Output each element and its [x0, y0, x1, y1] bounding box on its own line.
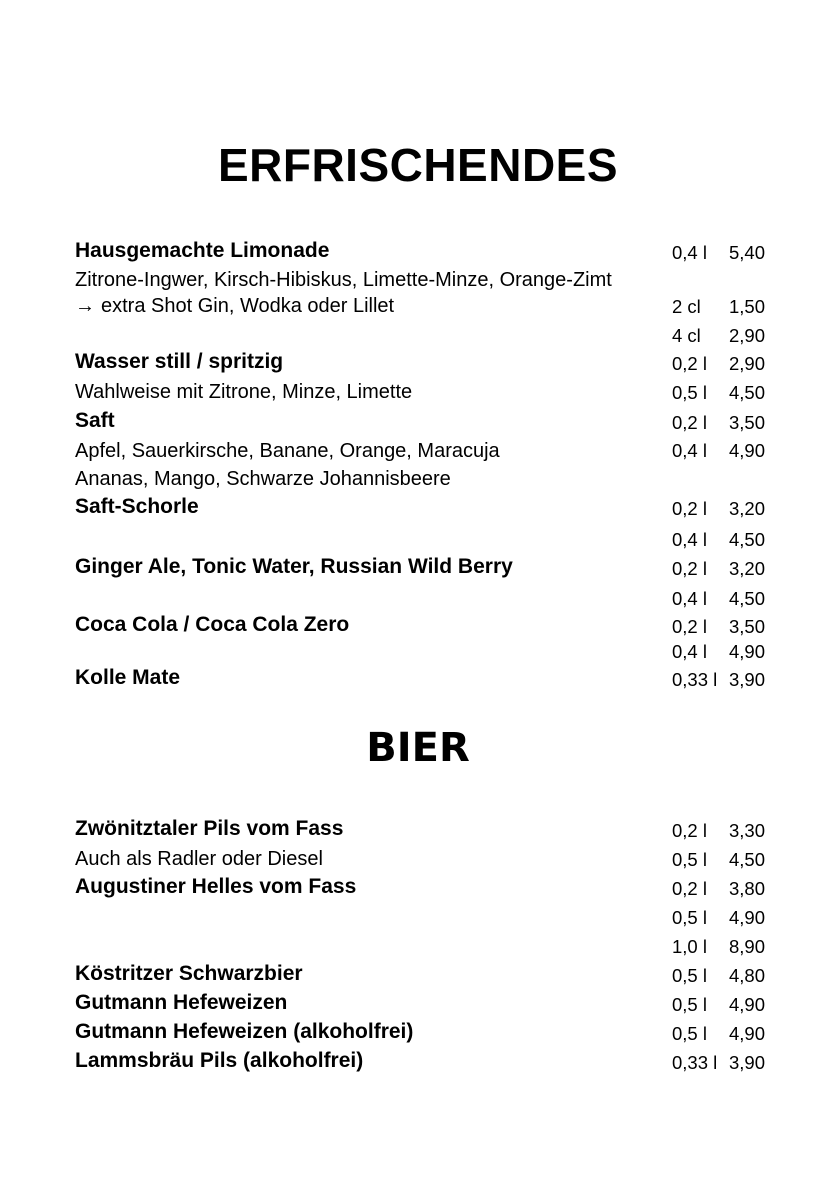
item-limonade-price: 5,40 [729, 242, 766, 263]
item-lammsbraeu-pils: Lammsbräu Pils (alkoholfrei) [75, 1049, 364, 1072]
item-lammsbraeu-pils-volume: 0,33 l [672, 1052, 718, 1073]
item-coca-cola-price: 3,50 [729, 616, 766, 637]
item-zwoenitztaler-pils-price-2: 4,50 [729, 849, 766, 870]
item-gutmann-hefeweizen-alkoholfrei: Gutmann Hefeweizen (alkoholfrei) [75, 1020, 414, 1043]
item-saft-schorle: Saft-Schorle [75, 495, 199, 518]
item-saft-schorle-volume-2: 0,4 l [672, 529, 707, 550]
item-saft: Saft [75, 409, 115, 432]
item-gutmann-hefeweizen-alkoholfrei-volume: 0,5 l [672, 1023, 707, 1044]
item-saft-schorle-volume: 0,2 l [672, 498, 707, 519]
item-wasser: Wasser still / spritzig [75, 350, 284, 373]
item-augustiner-helles-price-2: 4,90 [729, 907, 766, 928]
item-wasser-price-2: 4,50 [729, 382, 766, 403]
item-coca-cola-price-2: 4,90 [729, 641, 766, 662]
item-coca-cola-volume: 0,2 l [672, 616, 707, 637]
item-saft-description-2: Ananas, Mango, Schwarze Johannisbeere [75, 468, 451, 490]
item-saft-schorle-price: 3,20 [729, 498, 766, 519]
item-saft-schorle-price-2: 4,50 [729, 529, 766, 550]
arrow-right-icon: → [75, 295, 95, 317]
item-ginger-ale-volume: 0,2 l [672, 558, 707, 579]
section-title-bier: BIER [366, 725, 470, 771]
item-wasser-volume: 0,2 l [672, 353, 707, 374]
item-zwoenitztaler-pils-price: 3,30 [729, 820, 766, 841]
item-koestritzer-schwarzbier: Köstritzer Schwarzbier [75, 962, 303, 985]
item-zwoenitztaler-pils-description: Auch als Radler oder Diesel [75, 848, 323, 870]
item-augustiner-helles-volume-3: 1,0 l [672, 936, 707, 957]
item-ginger-ale-price: 3,20 [729, 558, 766, 579]
section-title-erfrischendes: ERFRISCHENDES [217, 139, 619, 191]
item-wasser-description: Wahlweise mit Zitrone, Minze, Limette [75, 381, 413, 403]
item-gutmann-hefeweizen: Gutmann Hefeweizen [75, 991, 288, 1014]
item-ginger-ale-volume-2: 0,4 l [672, 588, 707, 609]
item-gutmann-hefeweizen-volume: 0,5 l [672, 994, 707, 1015]
item-ginger-ale: Ginger Ale, Tonic Water, Russian Wild Berry [75, 555, 513, 578]
item-augustiner-helles-price: 3,80 [729, 878, 766, 899]
item-wasser-volume-2: 0,5 l [672, 382, 707, 403]
item-augustiner-helles-volume: 0,2 l [672, 878, 707, 899]
item-extra-shot-volume: 2 cl [672, 296, 701, 317]
item-kolle-mate: Kolle Mate [75, 666, 181, 689]
item-zwoenitztaler-pils-volume-2: 0,5 l [672, 849, 707, 870]
item-extra-shot-volume-2: 4 cl [672, 325, 701, 346]
item-coca-cola-volume-2: 0,4 l [672, 641, 707, 662]
item-kolle-mate-volume: 0,33 l [672, 669, 718, 690]
item-limonade: Hausgemachte Limonade [75, 239, 330, 262]
item-zwoenitztaler-pils-volume: 0,2 l [672, 820, 707, 841]
item-extra-shot [75, 294, 394, 318]
item-kolle-mate-price: 3,90 [729, 669, 766, 690]
item-augustiner-helles: Augustiner Helles vom Fass [75, 875, 357, 898]
item-saft-description-1: Apfel, Sauerkirsche, Banane, Orange, Maracuja [75, 440, 500, 462]
item-koestritzer-schwarzbier-price: 4,80 [729, 965, 766, 986]
item-augustiner-helles-volume-2: 0,5 l [672, 907, 707, 928]
item-limonade-volume: 0,4 l [672, 242, 707, 263]
item-saft-price: 3,50 [729, 412, 766, 433]
item-saft-volume-2: 0,4 l [672, 440, 707, 461]
item-extra-shot-price: 1,50 [729, 296, 766, 317]
item-extra-shot-price-2: 2,90 [729, 325, 766, 346]
item-coca-cola: Coca Cola / Coca Cola Zero [75, 613, 350, 636]
item-limonade-description: Zitrone-Ingwer, Kirsch-Hibiskus, Limette-Minze, Orange-Zimt [75, 269, 612, 291]
item-gutmann-hefeweizen-alkoholfrei-price: 4,90 [729, 1023, 766, 1044]
item-saft-price-2: 4,90 [729, 440, 766, 461]
item-lammsbraeu-pils-price: 3,90 [729, 1052, 766, 1073]
item-wasser-price: 2,90 [729, 353, 766, 374]
item-zwoenitztaler-pils: Zwönitztaler Pils vom Fass [75, 817, 344, 840]
item-extra-shot-label: extra Shot Gin, Wodka oder Lillet [101, 295, 395, 317]
item-ginger-ale-price-2: 4,50 [729, 588, 766, 609]
item-saft-volume: 0,2 l [672, 412, 707, 433]
item-koestritzer-schwarzbier-volume: 0,5 l [672, 965, 707, 986]
item-gutmann-hefeweizen-price: 4,90 [729, 994, 766, 1015]
item-augustiner-helles-price-3: 8,90 [729, 936, 766, 957]
